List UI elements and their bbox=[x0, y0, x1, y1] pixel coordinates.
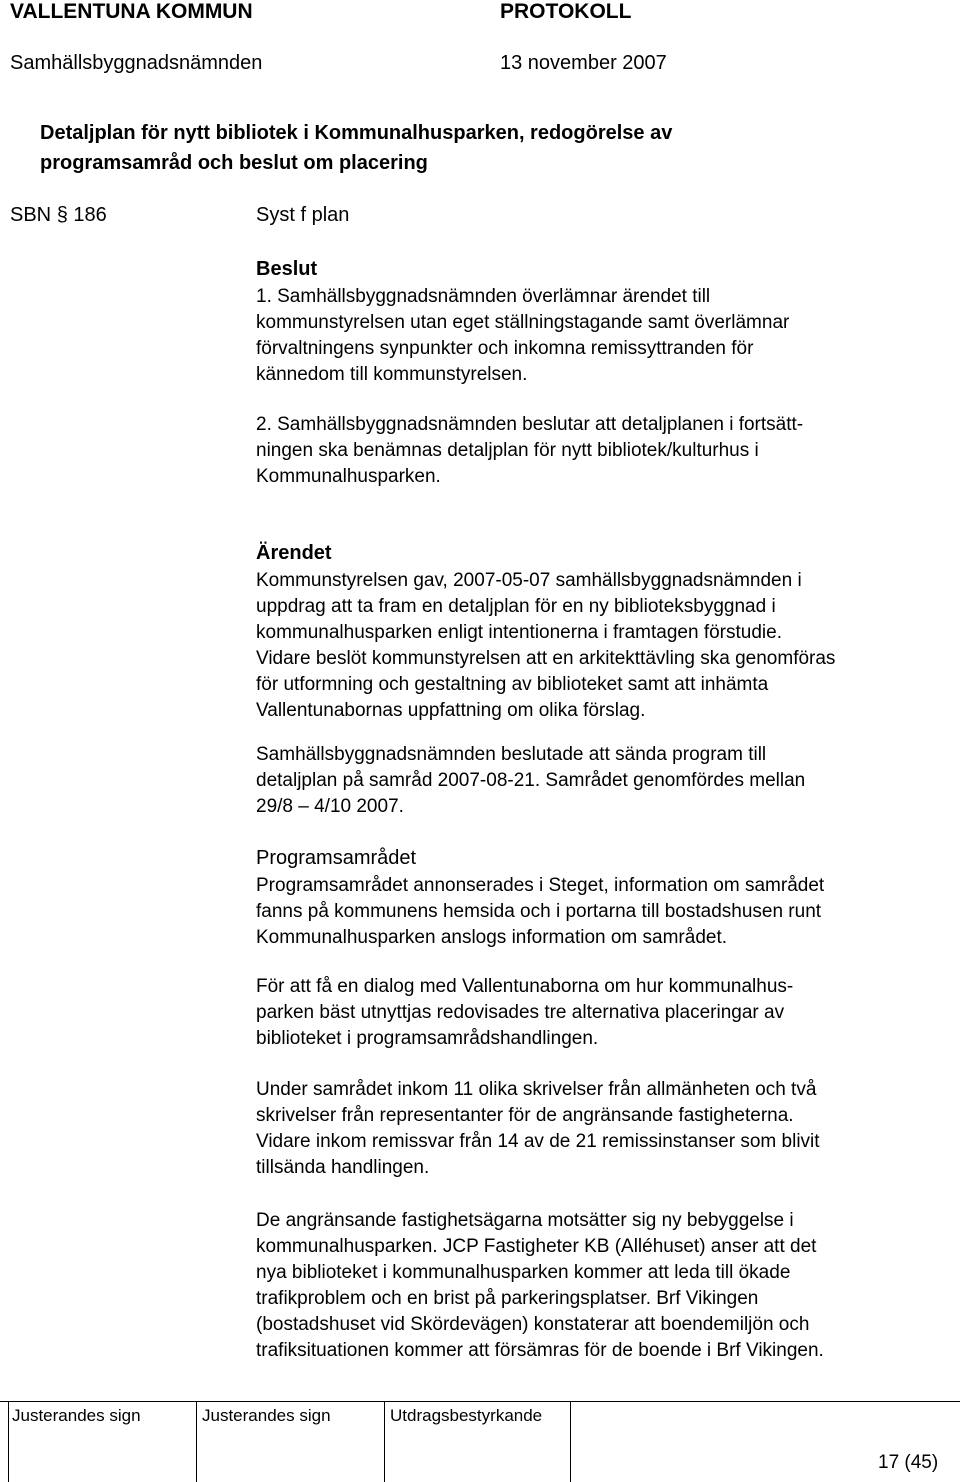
title-line: Detaljplan för nytt bibliotek i Kommunalhusparken, redogörelse av bbox=[40, 122, 673, 144]
utdragsbestyrkande-label: Utdragsbestyrkande bbox=[390, 1406, 543, 1425]
organization-name: VALLENTUNA KOMMUN bbox=[10, 0, 253, 23]
text-line: trafikproblem och en brist på parkeringsplatser. Brf Vikingen bbox=[256, 1288, 759, 1309]
text-line: förvaltningens synpunkter och inkomna remissyttranden för bbox=[256, 338, 754, 359]
text-line: (bostadshuset vid Skördevägen) konstaterar att boendemiljön och bbox=[256, 1314, 810, 1335]
footer-column-divider bbox=[570, 1402, 571, 1482]
text-line: Kommunalhusparken anslogs information om samrådet. bbox=[256, 927, 728, 948]
committee-name: Samhällsbyggnadsnämnden bbox=[10, 52, 263, 74]
case-number: 186 bbox=[73, 204, 107, 226]
page-number: 17 (45) bbox=[878, 1452, 939, 1473]
text-line: Programsamrådet annonserades i Steget, information om samrådet bbox=[256, 875, 825, 896]
beslut-item-1 bbox=[256, 284, 946, 388]
arendet-heading: Ärendet bbox=[256, 542, 332, 564]
text-line: nya biblioteket i kommunalhusparken kommer att leda till ökade bbox=[256, 1262, 791, 1283]
page-title bbox=[40, 118, 672, 178]
footer-divider bbox=[0, 1401, 960, 1402]
footer-column-divider bbox=[384, 1402, 385, 1482]
text-line: 29/8 – 4/10 2007. bbox=[256, 796, 404, 817]
text-line: biblioteket i programsamrådshandlingen. bbox=[256, 1028, 599, 1049]
programsamradet-paragraph-1 bbox=[256, 873, 946, 951]
text-line: fanns på kommunens hemsida och i portarna till bostadshusen runt bbox=[256, 901, 822, 922]
programsamradet-paragraph-3 bbox=[256, 1077, 946, 1181]
text-line: 1. Samhällsbyggnadsnämnden överlämnar ärendet till bbox=[256, 286, 711, 307]
case-reference bbox=[10, 204, 107, 227]
text-line: kommunalhusparken. JCP Fastigheter KB (Alléhuset) anser att det bbox=[256, 1236, 817, 1257]
justerandes-sign-1: Justerandes sign bbox=[12, 1406, 141, 1425]
beslut-heading: Beslut bbox=[256, 258, 318, 280]
programsamradet-paragraph-4 bbox=[256, 1208, 946, 1364]
text-line: Vidare beslöt kommunstyrelsen att en arkitekttävling ska genomföras bbox=[256, 648, 836, 669]
text-line: De angränsande fastighetsägarna motsätter sig ny bebyggelse i bbox=[256, 1210, 794, 1231]
arendet-paragraph-1 bbox=[256, 568, 946, 724]
arendet-paragraph-2 bbox=[256, 742, 946, 820]
text-line: uppdrag att ta fram en detaljplan för en ny biblioteksbyggnad i bbox=[256, 596, 776, 617]
case-prefix: SBN bbox=[10, 204, 52, 226]
programsamradet-heading: Programsamrådet bbox=[256, 847, 417, 869]
text-line: Kommunstyrelsen gav, 2007-05-07 samhällsbyggnadsnämnden i bbox=[256, 570, 802, 591]
text-line: 2. Samhällsbyggnadsnämnden beslutar att detaljplanen i fortsätt- bbox=[256, 414, 804, 435]
section-symbol: § bbox=[56, 204, 68, 226]
text-line: kommunstyrelsen utan eget ställningstagande samt överlämnar bbox=[256, 312, 790, 333]
text-line: tillsända handlingen. bbox=[256, 1157, 430, 1178]
text-line: kommunalhusparken enligt intentionerna i framtagen förstudie. bbox=[256, 622, 782, 643]
text-line: trafiksituationen kommer att försämras för de boende i Brf Vikingen. bbox=[256, 1340, 824, 1361]
footer-column-divider bbox=[8, 1402, 9, 1482]
text-line: Kommunalhusparken. bbox=[256, 466, 441, 487]
text-line: skrivelser från representanter för de angränsande fastigheterna. bbox=[256, 1105, 794, 1126]
beslut-item-2 bbox=[256, 412, 946, 490]
title-line: programsamråd och beslut om placering bbox=[40, 152, 428, 174]
case-unit: Syst f plan bbox=[256, 204, 350, 226]
text-line: Vidare inkom remissvar från 14 av de 21 remissinstanser som blivit bbox=[256, 1131, 820, 1152]
programsamradet-paragraph-2 bbox=[256, 974, 946, 1052]
meeting-date: 13 november 2007 bbox=[500, 52, 667, 74]
text-line: parken bäst utnyttjas redovisades tre alternativa placeringar av bbox=[256, 1002, 785, 1023]
text-line: för utformning och gestaltning av biblioteket samt att inhämta bbox=[256, 674, 769, 695]
text-line: detaljplan på samråd 2007-08-21. Samrådet genomfördes mellan bbox=[256, 770, 806, 791]
document-type: PROTOKOLL bbox=[500, 0, 632, 23]
text-line: kännedom till kommunstyrelsen. bbox=[256, 364, 528, 385]
footer-column-divider bbox=[196, 1402, 197, 1482]
text-line: ningen ska benämnas detaljplan för nytt bibliotek/kulturhus i bbox=[256, 440, 759, 461]
text-line: För att få en dialog med Vallentunaborna om hur kommunalhus- bbox=[256, 976, 794, 997]
text-line: Under samrådet inkom 11 olika skrivelser från allmänheten och två bbox=[256, 1079, 817, 1100]
justerandes-sign-2: Justerandes sign bbox=[202, 1406, 331, 1425]
text-line: Samhällsbyggnadsnämnden beslutade att sända program till bbox=[256, 744, 767, 765]
text-line: Vallentunabornas uppfattning om olika förslag. bbox=[256, 700, 646, 721]
